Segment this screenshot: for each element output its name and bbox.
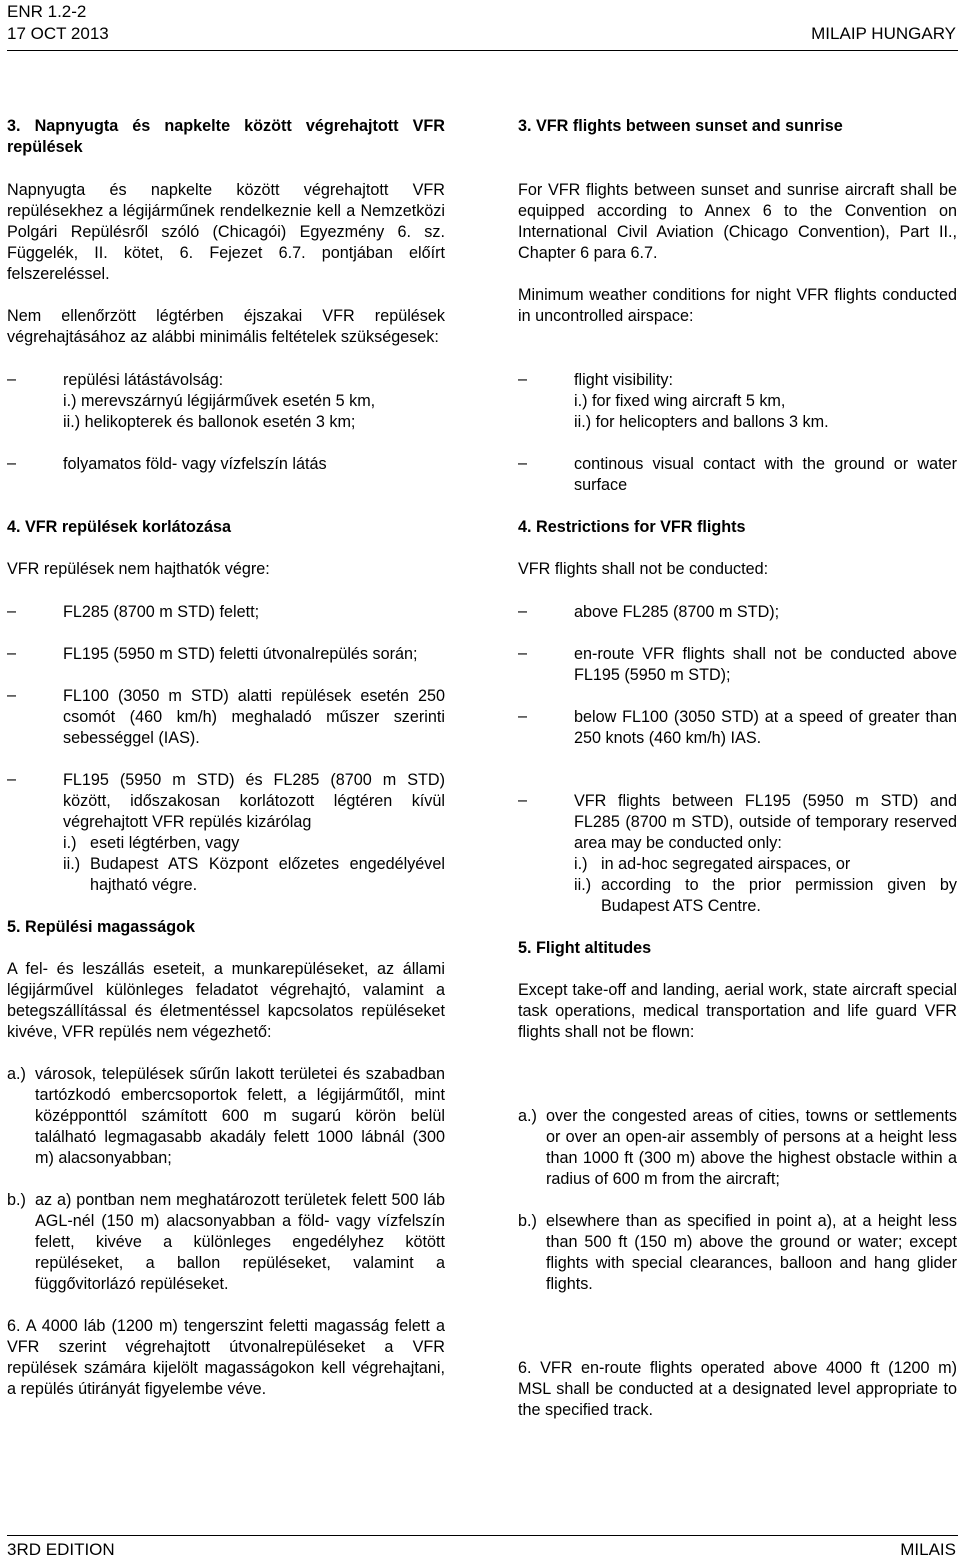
list-key: b.) [518,1212,537,1230]
en-s5-title: 5. Flight altitudes [518,939,652,957]
list-value: in ad-hoc segregated airspaces, or [601,855,851,873]
doc-date: 17 OCT 2013 [7,24,109,43]
hu-visibility-item [7,370,445,433]
en-s5-b [518,1211,957,1295]
list-value: elsewhere than as specified in point a), at a height less than 500 ft (150 m) above the ground or water; except flights with special clearances, balloon and hang glider flights. [546,1212,957,1293]
dash-marker: – [518,370,528,388]
en-s4-item [518,644,957,686]
hu-ground: folyamatos föld- vagy vízfelszín látás [63,455,327,473]
edition: 3RD EDITION [7,1540,115,1559]
brand: MILAIS [900,1540,956,1559]
hu-s4-item [7,602,445,623]
list-value: az a) pontban nem meghatározott területek felett 500 láb AGL-nél (150 m) alacsonyabban a föld- vagy vízfelszín felett, kivéve a különleges engedélyhez kötött repüléseket, a ballon repüléseket, valamint a függővitorlázó repüléseket. [35,1191,445,1293]
list-key: ii.) [63,855,81,873]
en-s4-b4-i [574,854,957,875]
en-s4-item [518,707,957,749]
hu-s4-item [7,686,445,749]
en-vis-label: flight visibility: [574,371,673,389]
hu-ground-item [7,454,445,475]
en-s5-a [518,1106,957,1190]
hu-s4-title: 4. VFR repülések korlátozása [7,518,232,536]
en-s4-b3: below FL100 (3050 STD) at a speed of greater than 250 knots (460 km/h) IAS. [574,708,957,747]
hu-s3-title: 3. Napnyugta és napkelte között végrehajtott VFR repülések [7,117,445,156]
publisher: MILAIP HUNGARY [811,24,956,43]
hu-s4-b4: FL195 (5950 m STD) és FL285 (8700 m STD) között, időszakosan korlátozott légtéren kívül végrehajtott VFR repülés kizárólag [63,771,445,831]
list-key: ii.) [574,876,592,894]
dash-marker: – [518,791,528,809]
hu-s3-p1: Napnyugta és napkelte között végrehajtott VFR repülésekhez a légijárműnek rendelkeznie kell a Nemzetközi Polgári Repülésről szóló (Chicagói) Egyezmény 6. sz. Függelék, II. kötet, 6. Fejezet 6.7. pontjában előírt felszereléssel. [7,181,445,283]
hungarian-column [7,116,445,1400]
hu-s5-b [7,1190,445,1295]
list-value: according to the prior permission given by Budapest ATS Centre. [601,876,957,915]
footer-rule [7,1535,958,1536]
en-vis-i: i.) for fixed wing aircraft 5 km, [574,392,786,410]
dash-marker: – [7,370,17,388]
list-value: városok, települések sűrűn lakott területei és szabadban tartózkodó embercsoportok felett, a légijárműtől, mint középponttól számított 600 m sugarú körön belül található legmagasabb akadály felett 1000 lábnál (300 m) alacsonyabban; [35,1065,445,1167]
hu-vis-ii: ii.) helikopterek és ballonok esetén 3 km; [63,413,356,431]
dash-marker: – [7,686,17,704]
hu-s4-item [7,644,445,665]
list-value: eseti légtérben, vagy [90,834,240,852]
dash-marker: – [7,770,17,788]
en-s4-b4: VFR flights between FL195 (5950 m STD) and FL285 (8700 m STD), outside of temporary reserved area may be conducted only: [574,792,957,852]
en-ground: continous visual contact with the ground or water surface [574,455,957,494]
dash-marker: – [518,707,528,725]
doc-code: ENR 1.2-2 [7,2,87,21]
hu-s4-b4-ii [63,854,445,896]
dash-marker: – [518,454,528,472]
en-s4-b2: en-route VFR flights shall not be conducted above FL195 (5950 m STD); [574,645,957,684]
hu-s4-b4-i [63,833,445,854]
hu-s6: 6. A 4000 láb (1200 m) tengerszint feletti magasság felett a VFR szerint végrehajtott útvonalrepüléseket a VFR repülések számára kijelölt magasságokon kell végrehajtani, a repülés útirányát figyelembe véve. [7,1317,445,1398]
en-s3-p1: For VFR flights between sunset and sunrise aircraft shall be equipped according to Annex 6 to the Convention on International Civil Aviation (Chicago Convention), Part II., Chapter 6 para 6.7. [518,181,957,262]
dash-marker: – [7,454,17,472]
hu-s4-b1: FL285 (8700 m STD) felett; [63,603,260,621]
hu-vis-label: repülési látástávolság: [63,371,224,389]
en-s4-b4-ii [574,875,957,917]
list-value: over the congested areas of cities, towns or settlements or over an open-air assembly of persons at a height less than 1000 ft (300 m) above the highest obstacle within a radius of 600 m from the aircraft; [546,1107,957,1188]
hu-s5-a [7,1064,445,1169]
hu-s4-intro: VFR repülések nem hajthatók végre: [7,560,270,578]
en-s4-item [518,791,957,917]
en-visibility-item [518,370,957,433]
en-s4-b1: above FL285 (8700 m STD); [574,603,780,621]
en-s3-title: 3. VFR flights between sunset and sunrise [518,117,843,135]
en-s4-intro: VFR flights shall not be conducted: [518,560,769,578]
list-key: a.) [7,1065,26,1083]
en-s4-title: 4. Restrictions for VFR flights [518,518,746,536]
en-s3-p2: Minimum weather conditions for night VFR flights conducted in uncontrolled airspace: [518,286,957,325]
hu-s4-b2: FL195 (5950 m STD) feletti útvonalrepülés során; [63,645,418,663]
dash-marker: – [7,644,17,662]
list-key: a.) [518,1107,537,1125]
en-s6: 6. VFR en-route flights operated above 4000 ft (1200 m) MSL shall be conducted at a designated level appropriate to the specified track. [518,1359,957,1419]
en-s5-intro: Except take-off and landing, aerial work, state aircraft special task operations, medical transportation and life guard VFR flights shall not be flown: [518,981,957,1041]
dash-marker: – [518,644,528,662]
list-value: Budapest ATS Központ előzetes engedélyével hajtható végre. [90,855,445,894]
hu-s3-p2: Nem ellenőrzött légtérben éjszakai VFR repülések végrehajtásához az alábbi minimális feltételek szükségesek: [7,307,445,346]
list-key: i.) [63,834,77,852]
hu-vis-i: i.) merevszárnyú légijárművek esetén 5 km, [63,392,376,410]
header-rule [7,50,958,51]
dash-marker: – [7,602,17,620]
en-s4-item [518,602,957,623]
list-key: b.) [7,1191,26,1209]
hu-s4-item [7,770,445,896]
dash-marker: – [518,602,528,620]
en-vis-ii: ii.) for helicopters and ballons 3 km. [574,413,829,431]
list-key: i.) [574,855,588,873]
en-ground-item [518,454,957,496]
hu-s5-title: 5. Repülési magasságok [7,918,196,936]
hu-s4-b3: FL100 (3050 m STD) alatti repülések esetén 250 csomót (460 km/h) meghaladó műszer szerinti sebességgel (IAS). [63,687,445,747]
english-column [518,116,957,1421]
hu-s5-intro: A fel- és leszállás eseteit, a munkarepüléseket, az állami légijárművel különleges feladatot végrehajtó, valamint a betegszállítással és életmentéssel kapcsolatos repüléseket kivéve, VFR repülés nem végezhető: [7,960,445,1041]
